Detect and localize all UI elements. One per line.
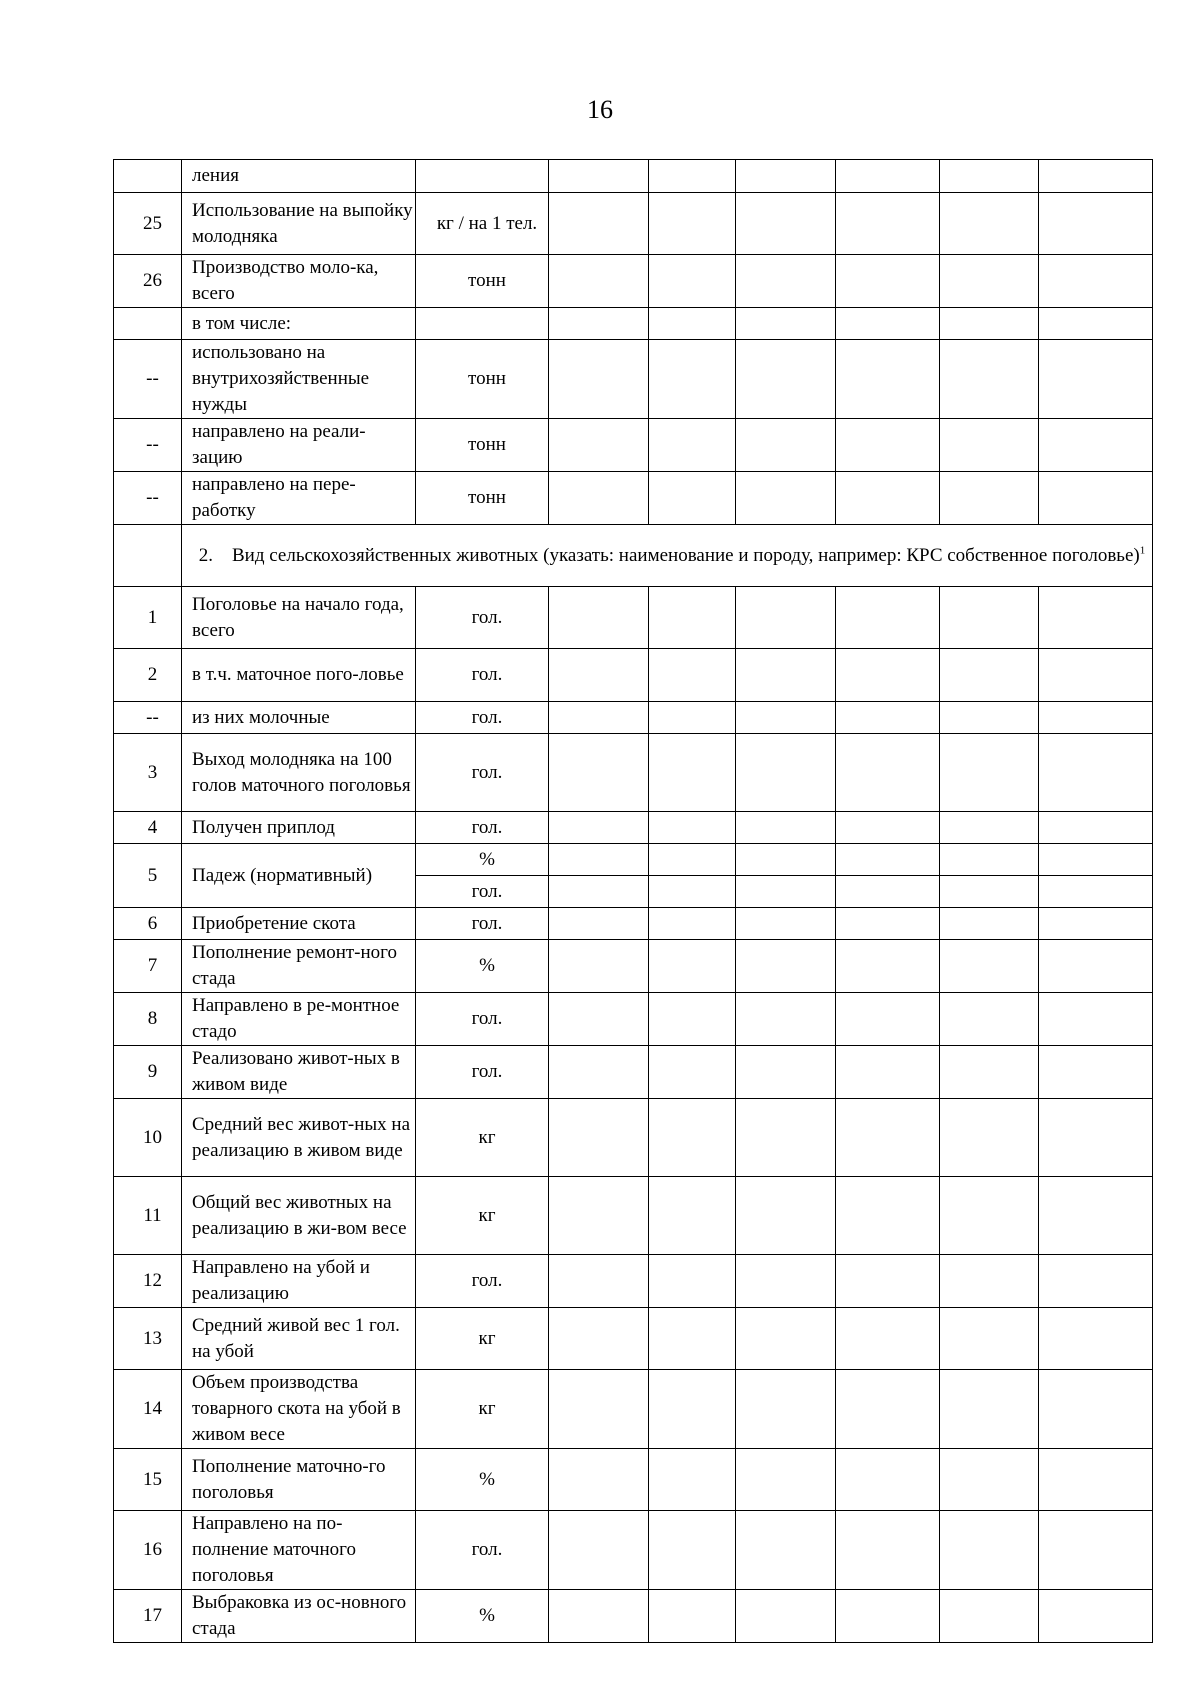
value-cell[interactable] xyxy=(549,702,649,734)
row-unit: гол. xyxy=(416,876,549,908)
row-number: -- xyxy=(114,702,182,734)
row-number: 1 xyxy=(114,587,182,649)
value-cell[interactable] xyxy=(649,812,736,844)
value-cell[interactable] xyxy=(940,993,1039,1046)
row-unit: кг xyxy=(416,1308,549,1370)
table-row xyxy=(114,993,1153,1046)
table-row xyxy=(114,1449,1153,1511)
value-cell[interactable] xyxy=(549,472,649,525)
value-cell[interactable] xyxy=(649,308,736,340)
table-row xyxy=(114,472,1153,525)
row-unit: кг xyxy=(416,1099,549,1177)
footnote-mark: 1 xyxy=(1139,544,1146,557)
row-indicator: Падеж (нормативный) xyxy=(182,844,416,908)
row-unit: % xyxy=(416,1449,549,1511)
value-cell[interactable] xyxy=(940,812,1039,844)
row-number: 25 xyxy=(114,193,182,255)
value-cell[interactable] xyxy=(549,844,649,876)
value-cell[interactable] xyxy=(649,1255,736,1308)
row-unit: тонн xyxy=(416,419,549,472)
row-unit: тонн xyxy=(416,472,549,525)
value-cell[interactable] xyxy=(549,1177,649,1255)
value-cell[interactable] xyxy=(549,649,649,702)
table-row xyxy=(114,812,1153,844)
value-cell[interactable] xyxy=(736,1511,836,1590)
value-cell[interactable] xyxy=(549,1449,649,1511)
row-unit: гол. xyxy=(416,908,549,940)
value-cell[interactable] xyxy=(940,587,1039,649)
value-cell[interactable] xyxy=(940,702,1039,734)
value-cell[interactable] xyxy=(736,1177,836,1255)
value-cell[interactable] xyxy=(736,702,836,734)
value-cell[interactable] xyxy=(549,908,649,940)
row-number: 2 xyxy=(114,649,182,702)
row-unit: тонн xyxy=(416,255,549,308)
row-unit: тонн xyxy=(416,340,549,419)
row-unit: гол. xyxy=(416,1255,549,1308)
table-row xyxy=(114,940,1153,993)
row-number: 14 xyxy=(114,1370,182,1449)
value-cell[interactable] xyxy=(1039,734,1153,812)
row-indicator: Выход молодняка на 100 голов маточного поголовья xyxy=(182,734,416,812)
value-cell[interactable] xyxy=(1039,1255,1153,1308)
value-cell[interactable] xyxy=(836,1099,940,1177)
value-cell[interactable] xyxy=(1039,702,1153,734)
row-number: 9 xyxy=(114,1046,182,1099)
value-cell[interactable] xyxy=(836,940,940,993)
value-cell[interactable] xyxy=(836,908,940,940)
value-cell[interactable] xyxy=(940,1099,1039,1177)
row-number: 10 xyxy=(114,1099,182,1177)
row-number: 8 xyxy=(114,993,182,1046)
value-cell[interactable] xyxy=(549,1511,649,1590)
value-cell[interactable] xyxy=(1039,1099,1153,1177)
page-number: 16 xyxy=(587,95,613,124)
value-cell[interactable] xyxy=(836,812,940,844)
livestock-form-table xyxy=(113,159,1153,1643)
table-row xyxy=(114,1370,1153,1449)
table-row xyxy=(114,587,1153,649)
value-cell[interactable] xyxy=(940,1449,1039,1511)
value-cell[interactable] xyxy=(549,876,649,908)
table-row xyxy=(114,1046,1153,1099)
row-unit xyxy=(416,160,549,193)
row-number: 6 xyxy=(114,908,182,940)
value-cell[interactable] xyxy=(649,1046,736,1099)
value-cell[interactable] xyxy=(1039,1590,1153,1643)
row-number: 12 xyxy=(114,1255,182,1308)
value-cell[interactable] xyxy=(649,734,736,812)
value-cell[interactable] xyxy=(649,1590,736,1643)
table-row xyxy=(114,908,1153,940)
table-row xyxy=(114,1590,1153,1643)
row-number xyxy=(114,160,182,193)
value-cell[interactable] xyxy=(736,734,836,812)
row-number: 4 xyxy=(114,812,182,844)
value-cell[interactable] xyxy=(1039,419,1153,472)
value-cell[interactable] xyxy=(649,876,736,908)
value-cell[interactable] xyxy=(736,1255,836,1308)
value-cell[interactable] xyxy=(940,649,1039,702)
value-cell[interactable] xyxy=(940,1308,1039,1370)
value-cell[interactable] xyxy=(549,340,649,419)
row-unit: кг xyxy=(416,1177,549,1255)
value-cell[interactable] xyxy=(649,940,736,993)
value-cell[interactable] xyxy=(736,940,836,993)
value-cell[interactable] xyxy=(836,993,940,1046)
row-indicator: направлено на реали-зацию xyxy=(182,419,416,472)
table-row xyxy=(114,1177,1153,1255)
value-cell[interactable] xyxy=(736,1099,836,1177)
value-cell[interactable] xyxy=(1039,876,1153,908)
value-cell[interactable] xyxy=(736,908,836,940)
value-cell[interactable] xyxy=(549,308,649,340)
value-cell[interactable] xyxy=(736,193,836,255)
row-number: 11 xyxy=(114,1177,182,1255)
value-cell[interactable] xyxy=(549,419,649,472)
value-cell[interactable] xyxy=(549,1099,649,1177)
section-title xyxy=(182,525,1153,587)
value-cell[interactable] xyxy=(836,193,940,255)
row-unit: кг / на 1 тел. xyxy=(416,193,549,255)
value-cell[interactable] xyxy=(649,844,736,876)
value-cell[interactable] xyxy=(940,940,1039,993)
row-indicator: Средний живой вес 1 гол. на убой xyxy=(182,1308,416,1370)
value-cell[interactable] xyxy=(736,160,836,193)
row-number: 26 xyxy=(114,255,182,308)
table-row xyxy=(114,1308,1153,1370)
value-cell[interactable] xyxy=(736,876,836,908)
row-unit: гол. xyxy=(416,1511,549,1590)
value-cell[interactable] xyxy=(1039,193,1153,255)
table-row xyxy=(114,1099,1153,1177)
value-cell[interactable] xyxy=(736,1590,836,1643)
table-row xyxy=(114,340,1153,419)
table-row xyxy=(114,734,1153,812)
table-row xyxy=(114,193,1153,255)
row-indicator: Производство моло-ка, всего xyxy=(182,255,416,308)
value-cell[interactable] xyxy=(736,812,836,844)
value-cell[interactable] xyxy=(649,340,736,419)
value-cell[interactable] xyxy=(836,649,940,702)
value-cell[interactable] xyxy=(1039,908,1153,940)
row-indicator: Средний вес живот-ных на реализацию в живом виде xyxy=(182,1099,416,1177)
table-row xyxy=(114,255,1153,308)
value-cell[interactable] xyxy=(549,1308,649,1370)
row-indicator: в том числе: xyxy=(182,308,416,340)
value-cell[interactable] xyxy=(836,844,940,876)
value-cell[interactable] xyxy=(940,1590,1039,1643)
table-row xyxy=(114,649,1153,702)
value-cell[interactable] xyxy=(549,1046,649,1099)
row-indicator: Общий вес животных на реализацию в жи-вом весе xyxy=(182,1177,416,1255)
value-cell[interactable] xyxy=(736,1449,836,1511)
value-cell[interactable] xyxy=(836,340,940,419)
value-cell[interactable] xyxy=(549,993,649,1046)
value-cell[interactable] xyxy=(1039,649,1153,702)
row-unit xyxy=(416,308,549,340)
value-cell[interactable] xyxy=(940,160,1039,193)
table-row xyxy=(114,844,1153,876)
value-cell[interactable] xyxy=(549,1255,649,1308)
value-cell[interactable] xyxy=(940,876,1039,908)
table-row xyxy=(114,1511,1153,1590)
value-cell[interactable] xyxy=(549,734,649,812)
row-unit: % xyxy=(416,1590,549,1643)
value-cell[interactable] xyxy=(836,1370,940,1449)
value-cell[interactable] xyxy=(1039,1449,1153,1511)
value-cell[interactable] xyxy=(736,340,836,419)
value-cell[interactable] xyxy=(549,1590,649,1643)
value-cell[interactable] xyxy=(649,1177,736,1255)
value-cell[interactable] xyxy=(1039,1511,1153,1590)
row-number: 16 xyxy=(114,1511,182,1590)
value-cell[interactable] xyxy=(836,1308,940,1370)
row-unit: гол. xyxy=(416,993,549,1046)
value-cell[interactable] xyxy=(940,1177,1039,1255)
value-cell[interactable] xyxy=(940,419,1039,472)
table-row xyxy=(114,308,1153,340)
value-cell[interactable] xyxy=(940,908,1039,940)
row-indicator: направлено на пере-работку xyxy=(182,472,416,525)
row-number: -- xyxy=(114,419,182,472)
row-number: 17 xyxy=(114,1590,182,1643)
value-cell[interactable] xyxy=(940,193,1039,255)
value-cell[interactable] xyxy=(736,649,836,702)
value-cell[interactable] xyxy=(836,734,940,812)
table-row xyxy=(114,1255,1153,1308)
row-unit: гол. xyxy=(416,1046,549,1099)
value-cell[interactable] xyxy=(836,1046,940,1099)
value-cell[interactable] xyxy=(836,1511,940,1590)
value-cell[interactable] xyxy=(649,255,736,308)
value-cell[interactable] xyxy=(549,940,649,993)
value-cell[interactable] xyxy=(736,1370,836,1449)
value-cell[interactable] xyxy=(736,844,836,876)
value-cell[interactable] xyxy=(649,419,736,472)
row-indicator: Получен приплод xyxy=(182,812,416,844)
value-cell[interactable] xyxy=(1039,1046,1153,1099)
row-number xyxy=(114,308,182,340)
value-cell[interactable] xyxy=(940,1511,1039,1590)
value-cell[interactable] xyxy=(940,734,1039,812)
value-cell[interactable] xyxy=(649,472,736,525)
table-row xyxy=(114,419,1153,472)
value-cell[interactable] xyxy=(549,1370,649,1449)
row-unit: гол. xyxy=(416,702,549,734)
row-number xyxy=(114,525,182,587)
value-cell[interactable] xyxy=(1039,587,1153,649)
value-cell[interactable] xyxy=(940,308,1039,340)
table-row xyxy=(114,160,1153,193)
row-indicator: из них молочные xyxy=(182,702,416,734)
value-cell[interactable] xyxy=(940,1370,1039,1449)
value-cell[interactable] xyxy=(649,1511,736,1590)
value-cell[interactable] xyxy=(736,419,836,472)
value-cell[interactable] xyxy=(940,472,1039,525)
value-cell[interactable] xyxy=(649,587,736,649)
value-cell[interactable] xyxy=(549,160,649,193)
value-cell[interactable] xyxy=(649,993,736,1046)
value-cell[interactable] xyxy=(649,1370,736,1449)
row-indicator: Пополнение маточно-го поголовья xyxy=(182,1449,416,1511)
value-cell[interactable] xyxy=(940,844,1039,876)
value-cell[interactable] xyxy=(736,255,836,308)
section-header-row xyxy=(114,525,1153,587)
row-unit: гол. xyxy=(416,649,549,702)
value-cell[interactable] xyxy=(836,419,940,472)
row-number: -- xyxy=(114,340,182,419)
row-unit: гол. xyxy=(416,812,549,844)
table-row xyxy=(114,702,1153,734)
value-cell[interactable] xyxy=(836,1255,940,1308)
value-cell[interactable] xyxy=(1039,255,1153,308)
row-indicator: Приобретение скота xyxy=(182,908,416,940)
row-number: 13 xyxy=(114,1308,182,1370)
value-cell[interactable] xyxy=(549,255,649,308)
value-cell[interactable] xyxy=(736,308,836,340)
row-indicator: Объем производства товарного скота на убой в живом весе xyxy=(182,1370,416,1449)
row-indicator: Направлено на по-полнение маточного поголовья xyxy=(182,1511,416,1590)
row-indicator: в т.ч. маточное пого-ловье xyxy=(182,649,416,702)
value-cell[interactable] xyxy=(736,587,836,649)
row-unit: гол. xyxy=(416,734,549,812)
value-cell[interactable] xyxy=(736,993,836,1046)
value-cell[interactable] xyxy=(1039,844,1153,876)
row-number: 3 xyxy=(114,734,182,812)
row-indicator: Направлено на убой и реализацию xyxy=(182,1255,416,1308)
value-cell[interactable] xyxy=(1039,308,1153,340)
value-cell[interactable] xyxy=(1039,472,1153,525)
row-indicator: Пополнение ремонт-ного стада xyxy=(182,940,416,993)
row-number: 7 xyxy=(114,940,182,993)
value-cell[interactable] xyxy=(836,472,940,525)
value-cell[interactable] xyxy=(1039,940,1153,993)
value-cell[interactable] xyxy=(940,340,1039,419)
value-cell[interactable] xyxy=(940,255,1039,308)
value-cell[interactable] xyxy=(649,1308,736,1370)
row-number: -- xyxy=(114,472,182,525)
value-cell[interactable] xyxy=(549,587,649,649)
value-cell[interactable] xyxy=(649,193,736,255)
value-cell[interactable] xyxy=(940,1046,1039,1099)
value-cell[interactable] xyxy=(1039,340,1153,419)
row-indicator: Реализовано живот-ных в живом виде xyxy=(182,1046,416,1099)
value-cell[interactable] xyxy=(1039,993,1153,1046)
row-indicator: ления xyxy=(182,160,416,193)
row-unit: % xyxy=(416,940,549,993)
row-indicator: использовано на внутрихозяйственные нужды xyxy=(182,340,416,419)
value-cell[interactable] xyxy=(1039,1177,1153,1255)
row-number: 15 xyxy=(114,1449,182,1511)
value-cell[interactable] xyxy=(1039,812,1153,844)
value-cell[interactable] xyxy=(836,1590,940,1643)
value-cell[interactable] xyxy=(736,1308,836,1370)
row-unit: кг xyxy=(416,1370,549,1449)
value-cell[interactable] xyxy=(649,1099,736,1177)
value-cell[interactable] xyxy=(836,255,940,308)
section-title-text: 2. Вид сельскохозяйственных животных (указать: наименование и породу, например: КРС собственное поголовье) xyxy=(198,544,1140,566)
value-cell[interactable] xyxy=(549,193,649,255)
value-cell[interactable] xyxy=(649,702,736,734)
row-number: 5 xyxy=(114,844,182,908)
value-cell[interactable] xyxy=(940,1255,1039,1308)
value-cell[interactable] xyxy=(836,702,940,734)
value-cell[interactable] xyxy=(736,1046,836,1099)
value-cell[interactable] xyxy=(649,1449,736,1511)
value-cell[interactable] xyxy=(836,1177,940,1255)
value-cell[interactable] xyxy=(736,472,836,525)
value-cell[interactable] xyxy=(1039,1308,1153,1370)
value-cell[interactable] xyxy=(1039,1370,1153,1449)
value-cell[interactable] xyxy=(549,812,649,844)
value-cell[interactable] xyxy=(836,160,940,193)
value-cell[interactable] xyxy=(649,908,736,940)
row-indicator: Использование на выпойку молодняка xyxy=(182,193,416,255)
value-cell[interactable] xyxy=(836,876,940,908)
value-cell[interactable] xyxy=(1039,160,1153,193)
value-cell[interactable] xyxy=(649,649,736,702)
value-cell[interactable] xyxy=(836,308,940,340)
row-indicator: Поголовье на начало года, всего xyxy=(182,587,416,649)
value-cell[interactable] xyxy=(836,1449,940,1511)
value-cell[interactable] xyxy=(836,587,940,649)
row-indicator: Выбраковка из ос-новного стада xyxy=(182,1590,416,1643)
row-indicator: Направлено в ре-монтное стадо xyxy=(182,993,416,1046)
value-cell[interactable] xyxy=(649,160,736,193)
row-unit: гол. xyxy=(416,587,549,649)
row-unit: % xyxy=(416,844,549,876)
